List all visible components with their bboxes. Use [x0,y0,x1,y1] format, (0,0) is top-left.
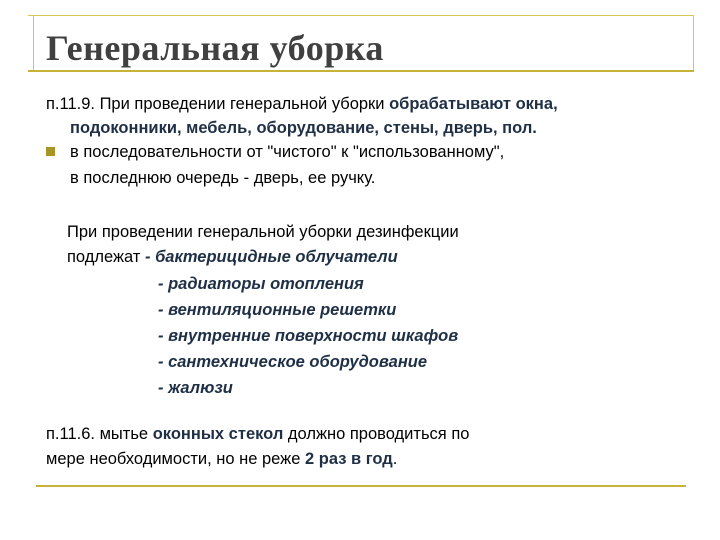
section3-line1-c: должно проводиться по [283,425,470,443]
frame-right-line [693,15,694,70]
disinfection-item: - бактерицидные облучатели [145,248,398,266]
title-underline [28,70,694,72]
section1-line1 [46,92,558,116]
disinfection-item: - внутренние поверхности шкафов [158,327,459,345]
frame-left-line [33,15,34,70]
section1-line2: подоконники, мебель, оборудование, стены, дверь, пол. [70,119,537,137]
section2-lead: подлежат [67,248,145,266]
section3-line2-b: 2 раз в год [304,450,393,468]
disinfection-item: - жалюзи [158,379,233,397]
disinfection-item: - радиаторы отопления [158,275,364,293]
section3-line2-c: . [392,450,398,468]
bottom-rule [36,485,686,487]
section2-line2 [67,245,398,269]
frame-top-line [28,15,694,16]
section3-line1 [46,422,469,446]
section1-line1-bold: обрабатывают окна, [389,95,558,113]
section3-line2 [46,447,397,471]
section1-line1-text: п.11.9. При проведении генеральной уборки [46,95,390,113]
disinfection-item: - вентиляционные решетки [158,301,397,319]
section1-line4: в последнюю очередь - дверь, ее ручку. [70,169,376,187]
section2-intro: При проведении генеральной уборки дезинфекции [67,223,459,241]
section3-line1-a: п.11.6. мытье [46,425,153,443]
square-bullet-icon [46,147,55,156]
section3-line2-a: мере необходимости, но не реже [46,450,305,468]
section1-line3: в последовательности от "чистого" к "использованному", [70,143,505,161]
disinfection-item: - сантехническое оборудование [158,353,428,371]
slide-title: Генеральная уборка [46,28,384,68]
section3-line1-b: оконных стекол [152,425,284,443]
